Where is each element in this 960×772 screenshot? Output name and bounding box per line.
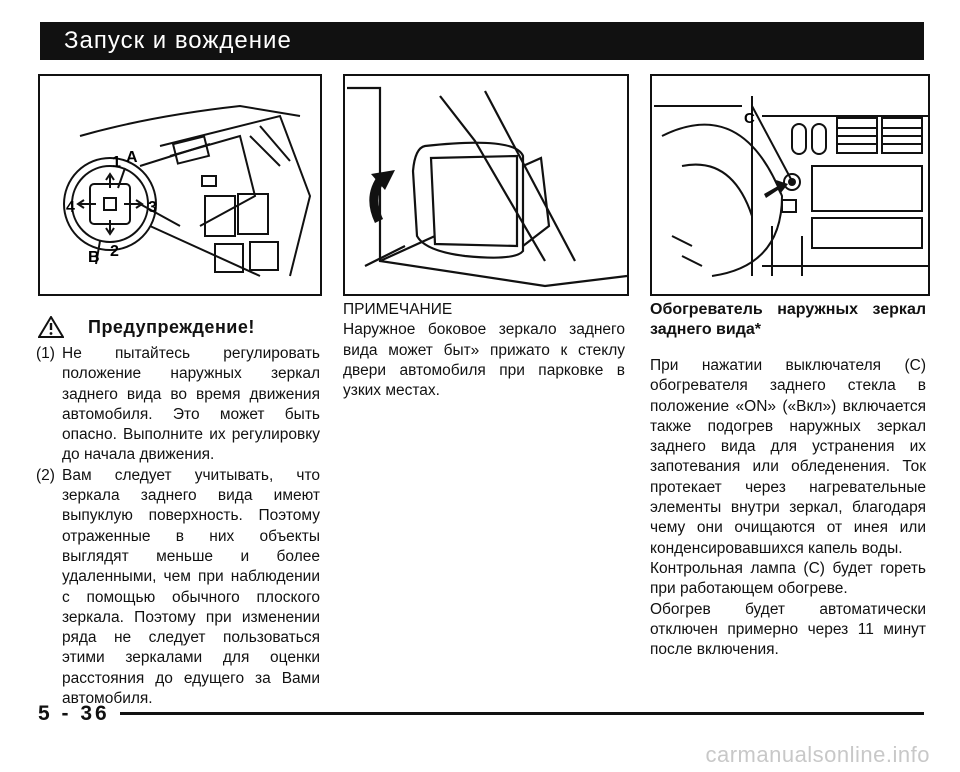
section-header [40, 22, 924, 60]
note-title: ПРИМЕЧАНИЕ [343, 301, 453, 318]
mirror-switch-illustration [38, 74, 322, 296]
label-3: 3 [148, 199, 157, 216]
warning-title: Предупреждение! [88, 316, 255, 337]
label-2: 2 [110, 243, 119, 260]
heater-paragraph: При нажатии выключателя (C) обогревателя заднего стекла в положение «ON» («Вкл») включается также подогрев наружных зеркал заднего вида для устранения их запотевания или обледенения. Ток протекает через нагревательные элементы внутри зеркал, благодаря чему они очищаются от инея или конденсировавшихся капель воды. [650, 357, 926, 557]
folded-mirror-drawing [345, 76, 627, 294]
dashboard-drawing [652, 76, 928, 294]
label-b: B [88, 249, 100, 266]
label-c: C [744, 110, 755, 127]
warning-item-number: (2) [36, 466, 55, 484]
warning-item-number: (1) [36, 345, 55, 362]
label-a: A [126, 149, 138, 166]
warning-item [36, 344, 320, 466]
warning-section [36, 316, 320, 709]
watermark: carmanualsonline.info [705, 742, 930, 767]
footer-rule [120, 712, 924, 715]
warning-triangle-icon [38, 316, 64, 338]
heater-section [650, 300, 926, 660]
label-1: 1 [112, 154, 121, 171]
note-text: Наружное боковое зеркало заднего вида может быт» прижато к стеклу двери автомобиля при парковке в узких местах. [343, 321, 625, 400]
warning-item [36, 466, 320, 710]
warning-item-text: Вам следует учитывать, что зеркала заднего вида имеют выпуклую поверхность. Поэтому отраженные в них объекты выглядят меньше и более удаленными, чем при наблюдении с помощью обычного плоского зеркала. Поэтому при изменении ряда не следует пользоваться этими зеркалами для оценки расстояния до едущего за Вами автомобиля. [62, 466, 320, 708]
mirror-switch-drawing [40, 76, 320, 294]
heater-paragraph: Контрольная лампа (C) будет гореть при работающем обогреве. [650, 559, 926, 598]
heater-paragraph: Обогрев будет автоматически отключен примерно через 11 минут после включения. [650, 600, 926, 659]
warning-header [38, 316, 320, 338]
folded-mirror-illustration [343, 74, 629, 296]
heater-title: Обогреватель наружных зеркал заднего вида* [650, 301, 926, 338]
note-section [343, 300, 625, 401]
label-4: 4 [66, 199, 75, 216]
warning-item-text: Не пытайтесь регулировать положение наружных зеркал заднего вида во время движения автомобиля. Это может быть опасно. Выполните их регулировку до начала движения. [62, 345, 320, 464]
page-number: 5 - 36 [38, 702, 110, 725]
section-title: Запуск и вождение [64, 27, 292, 54]
heater-switch-illustration [650, 74, 930, 296]
